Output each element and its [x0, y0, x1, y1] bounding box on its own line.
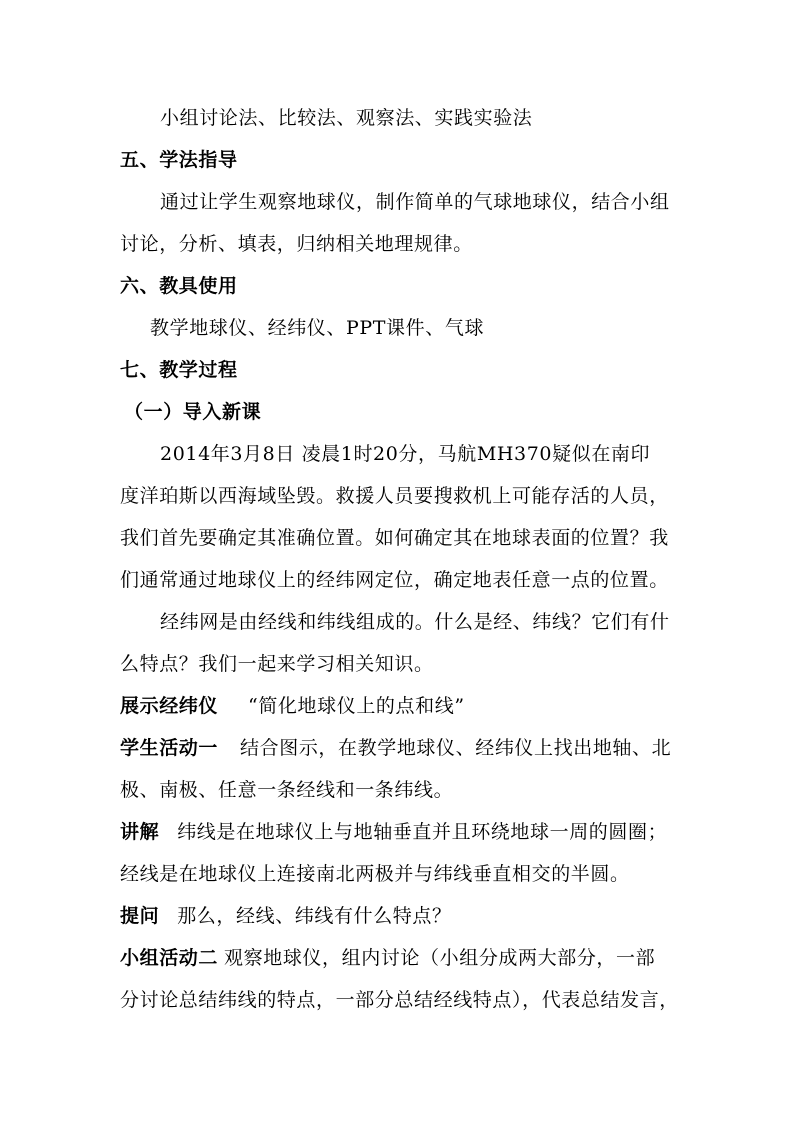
question-text: 那么，经线、纬线有什么特点？	[177, 905, 452, 927]
show-text: “简化地球仪上的点和线”	[248, 695, 465, 717]
activity-2-text-1: 观察地球仪，组内讨论（小组分成两大部分，一部	[224, 947, 656, 969]
activity-2-line-2	[120, 988, 679, 1012]
teaching-aids-text: 教学地球仪、经纬仪、PPT课件、气球	[150, 317, 485, 339]
question-line	[120, 904, 452, 928]
question-label: 提问	[120, 905, 160, 927]
activity-1-line-2	[120, 778, 453, 802]
show-label: 展示经纬仪	[120, 695, 219, 717]
graticule-text-2: 么特点？我们一起来学习相关知识。	[120, 653, 434, 675]
activity-2-label: 小组活动二	[120, 947, 219, 969]
explain-line-1	[120, 820, 667, 844]
intro-paragraph-line-1	[160, 442, 650, 466]
section-heading-5	[120, 148, 238, 172]
teaching-aids-line	[150, 316, 484, 340]
intro-paragraph-line-2	[120, 484, 669, 508]
section-heading-7-text: 七、教学过程	[120, 359, 238, 381]
explain-text-2: 经线是在地球仪上连接南北两极并与纬线垂直相交的半圆。	[120, 863, 630, 885]
activity-1-text-2: 极、南极、任意一条经线和一条纬线。	[120, 779, 454, 801]
explain-line-2	[120, 862, 630, 886]
subsection-heading-1	[124, 400, 261, 424]
intro-text-3: 我们首先要确定其准确位置。如何确定其在地球表面的位置？我	[120, 527, 669, 549]
section-heading-6	[120, 274, 238, 298]
intro-text-2: 度洋珀斯以西海域坠毁。救援人员要搜救机上可能存活的人员，	[120, 485, 669, 507]
section-heading-5-text: 五、学法指导	[120, 149, 238, 171]
study-guide-text-2: 讨论，分析、填表，归纳相关地理规律。	[120, 233, 473, 255]
activity-1-label: 学生活动一	[120, 737, 219, 759]
graticule-text-1: 经纬网是由经线和纬线组成的。什么是经、纬线？它们有什	[160, 611, 670, 633]
methods-line	[160, 106, 532, 130]
section-heading-7	[120, 358, 238, 382]
explain-label: 讲解	[120, 821, 160, 843]
section-heading-6-text: 六、教具使用	[120, 275, 238, 297]
study-guide-line-1	[160, 190, 670, 214]
activity-1-line-1	[120, 736, 671, 760]
study-guide-line-2	[120, 232, 473, 256]
explain-text-1: 纬线是在地球仪上与地轴垂直并且环绕地球一周的圆圈；	[177, 821, 668, 843]
study-guide-text-1: 通过让学生观察地球仪，制作简单的气球地球仪，结合小组	[160, 191, 670, 213]
intro-text-1: 2014年3月8日 凌晨1时20分，马航MH370疑似在南印	[160, 443, 651, 465]
activity-2-line-1	[120, 946, 655, 970]
methods-text: 小组讨论法、比较法、观察法、实践实验法	[160, 107, 533, 129]
intro-paragraph-line-3	[120, 526, 669, 550]
graticule-paragraph-line-1	[160, 610, 670, 634]
activity-2-text-2: 分讨论总结纬线的特点，一部分总结经线特点），代表总结发言，	[120, 989, 679, 1011]
graticule-paragraph-line-2	[120, 652, 434, 676]
intro-paragraph-line-4	[120, 568, 669, 592]
intro-text-4: 们通常通过地球仪上的经纬网定位，确定地表任意一点的位置。	[120, 569, 669, 591]
activity-1-text-1: 结合图示，在教学地球仪、经纬仪上找出地轴、北	[240, 737, 672, 759]
show-globe-line	[120, 694, 465, 718]
subsection-heading-1-text: （一）导入新课	[124, 401, 262, 423]
